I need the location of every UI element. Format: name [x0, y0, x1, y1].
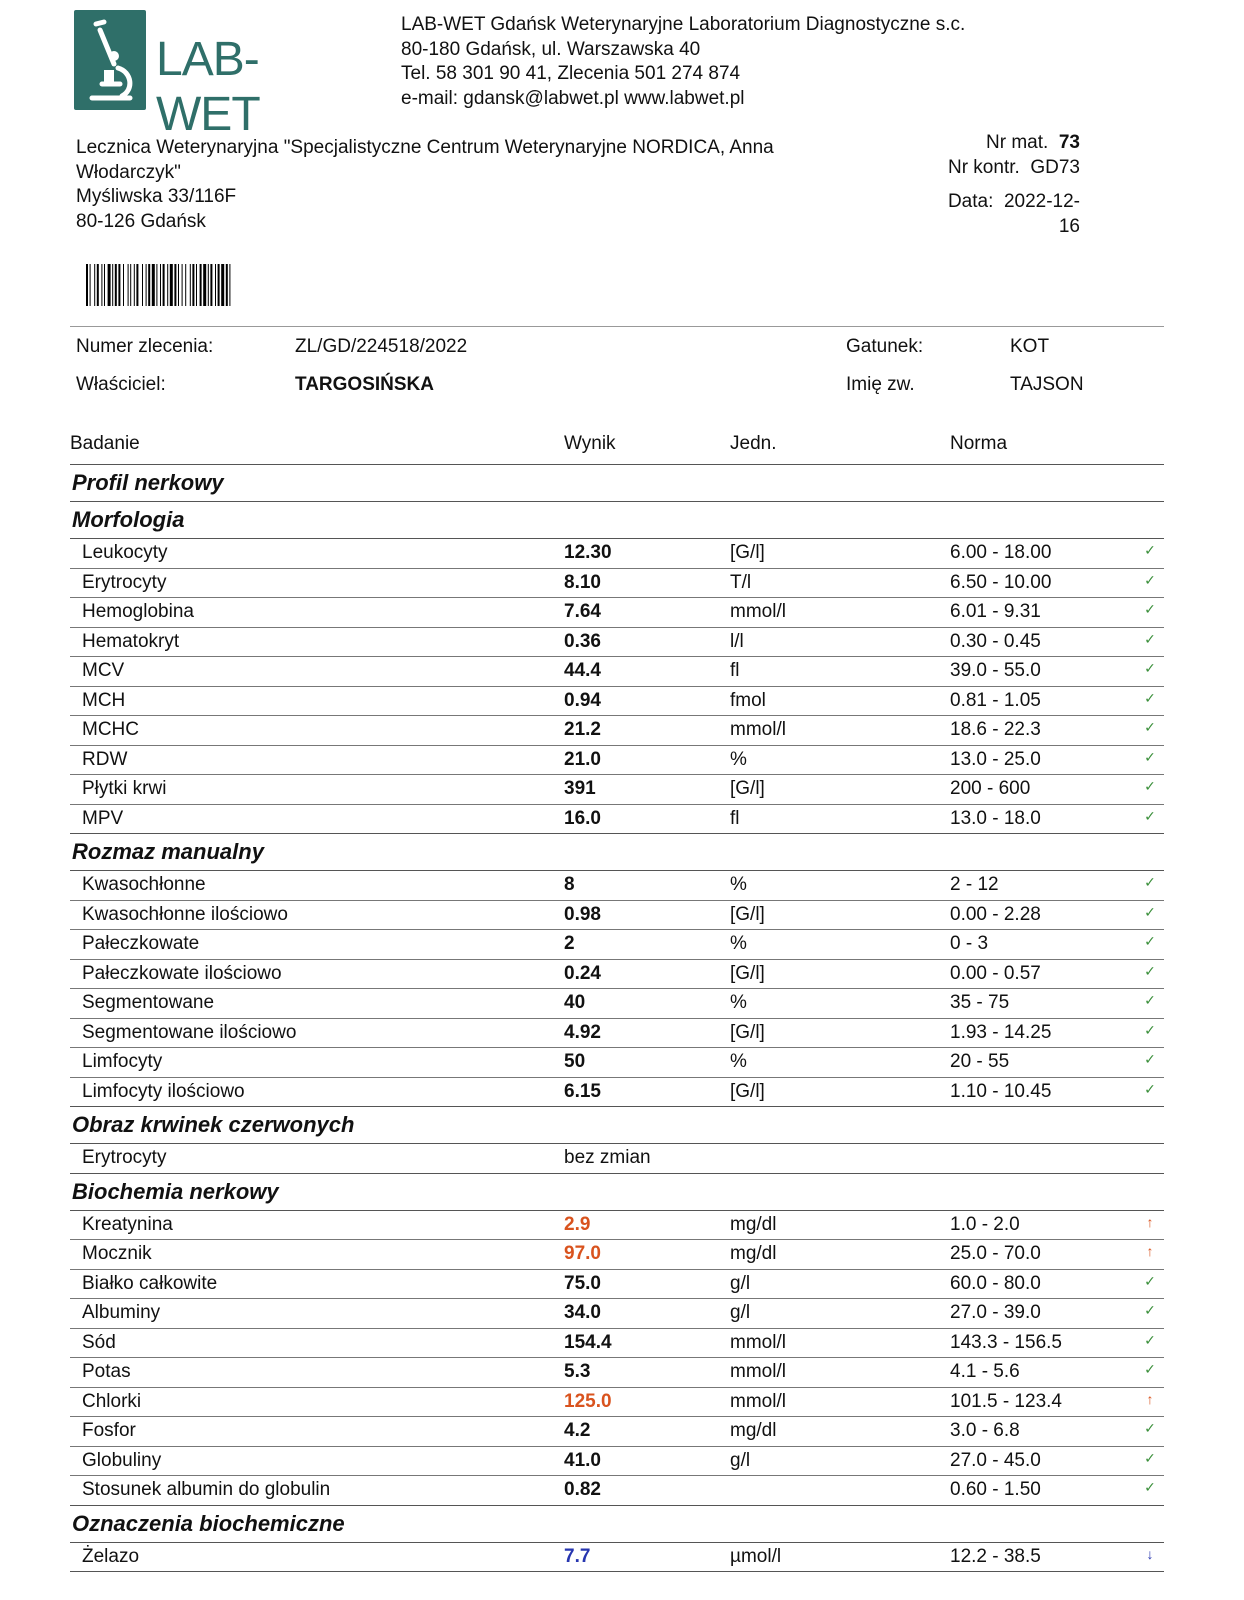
test-name: MCV [82, 660, 125, 681]
test-unit: [G/l] [730, 542, 765, 563]
test-name: Białko całkowite [82, 1272, 218, 1294]
test-unit: % [730, 748, 747, 770]
test-value: 4.92 [564, 1021, 601, 1043]
test-unit: % [730, 992, 747, 1013]
test-norm: 60.0 - 80.0 [950, 1272, 1041, 1294]
table-row [70, 539, 1164, 569]
test-norm: 200 - 600 [950, 778, 1031, 799]
table-row [70, 1329, 1164, 1359]
test-norm: 12.2 - 38.5 [950, 1545, 1041, 1567]
test-name: Limfocyty [82, 1051, 163, 1072]
lab-address: 80-180 Gdańsk, ul. Warszawska 40 [401, 38, 701, 60]
test-norm: 27.0 - 39.0 [950, 1302, 1041, 1323]
table-row [70, 960, 1164, 990]
test-value: 97.0 [564, 1243, 601, 1264]
lab-phone: Tel. 58 301 90 41, Zlecenia 501 274 874 [401, 63, 741, 84]
test-value: 0.98 [564, 903, 601, 925]
check-icon: ✓ [1144, 903, 1156, 920]
clinic-name-line2: Włodarczyk" [76, 161, 181, 183]
check-icon: ✓ [1144, 874, 1156, 890]
test-unit: fmol [730, 689, 766, 711]
table-row [70, 1144, 1164, 1174]
test-unit: g/l [730, 1302, 751, 1323]
section-title: Morfologia [72, 507, 185, 532]
test-name: Płytki krwi [82, 778, 167, 799]
test-name: Leukocyty [82, 542, 168, 563]
clinic-street: Myśliwska 33/116F [76, 186, 237, 207]
order-number-label: Numer zlecenia: [76, 336, 214, 357]
test-value: 2 [564, 933, 575, 954]
test-name: Kwasochłonne [82, 874, 206, 895]
test-unit: mmol/l [730, 601, 786, 622]
results-sections [70, 465, 1164, 1572]
test-name: Globuliny [82, 1449, 162, 1471]
section-title: Rozmaz manualny [72, 839, 264, 864]
test-name: Hematokryt [82, 630, 180, 652]
table-row [70, 775, 1164, 805]
arrow-up-icon: ↑ [1146, 1390, 1154, 1407]
test-unit: T/l [730, 571, 752, 593]
test-unit: g/l [730, 1272, 751, 1294]
test-norm: 0.81 - 1.05 [950, 689, 1041, 711]
test-norm: 1.93 - 14.25 [950, 1021, 1052, 1043]
table-row [70, 1019, 1164, 1049]
check-icon: ✓ [1144, 719, 1156, 735]
check-icon: ✓ [1144, 542, 1156, 558]
section-title: Obraz krwinek czerwonych [72, 1112, 355, 1137]
test-value: 4.2 [564, 1420, 591, 1441]
arrow-down-icon: ↓ [1146, 1545, 1154, 1562]
date-value-line2: 16 [1058, 215, 1080, 237]
test-name: Segmentowane [82, 992, 215, 1013]
test-unit: [G/l] [730, 903, 765, 925]
column-norma: Norma [950, 433, 1008, 454]
column-jedn: Jedn. [730, 433, 777, 454]
section-header [70, 1506, 1164, 1543]
owner-name: TARGOSIŃSKA [295, 374, 434, 395]
check-icon: ✓ [1144, 1479, 1156, 1495]
table-row [70, 1543, 1164, 1573]
test-unit: % [730, 1051, 747, 1072]
check-icon: ✓ [1144, 630, 1156, 647]
test-name: Kwasochłonne ilościowo [82, 903, 288, 925]
check-icon: ✓ [1144, 1420, 1156, 1436]
test-norm: 18.6 - 22.3 [950, 719, 1041, 740]
table-row [70, 871, 1164, 901]
test-unit: fl [730, 807, 740, 829]
test-value: 16.0 [564, 807, 601, 829]
test-norm: 0.30 - 0.45 [950, 630, 1041, 652]
check-icon: ✓ [1144, 1080, 1156, 1097]
check-icon: ✓ [1144, 660, 1156, 676]
test-norm: 6.00 - 18.00 [950, 542, 1052, 563]
test-norm: 2 - 12 [950, 874, 999, 895]
test-value: 34.0 [564, 1302, 601, 1323]
test-name: Pałeczkowate ilościowo [82, 962, 282, 984]
test-unit: mmol/l [730, 1390, 786, 1412]
date-value-line1: 2022-12- [1003, 191, 1080, 212]
test-name: Mocznik [82, 1243, 152, 1264]
test-value: 5.3 [564, 1361, 591, 1382]
table-row [70, 598, 1164, 628]
animal-name: TAJSON [1010, 374, 1084, 395]
test-unit: % [730, 874, 747, 895]
test-unit: [G/l] [730, 1080, 765, 1102]
logo-text: LAB-WET [156, 33, 260, 141]
column-badanie: Badanie [70, 433, 140, 454]
test-name: Chlorki [82, 1390, 142, 1412]
owner-label: Właściciel: [76, 374, 166, 395]
table-row [70, 1417, 1164, 1447]
column-wynik: Wynik [564, 433, 616, 454]
test-norm: 25.0 - 70.0 [950, 1243, 1041, 1264]
clinic-name-line1: Lecznica Weterynaryjna "Specjalistyczne Centrum Weterynaryjne NORDICA, Anna [76, 137, 774, 158]
clinic-address [76, 136, 846, 234]
test-value: 0.24 [564, 962, 601, 984]
section-header [70, 1107, 1164, 1144]
table-row [70, 1211, 1164, 1241]
test-unit: l/l [730, 630, 744, 652]
test-value: 41.0 [564, 1449, 601, 1471]
test-name: Sód [82, 1331, 116, 1353]
results-table [70, 428, 1164, 1572]
test-value: 50 [564, 1051, 586, 1072]
section-header [70, 834, 1164, 871]
section-title: Oznaczenia biochemiczne [72, 1510, 345, 1536]
test-name: Kreatynina [82, 1213, 173, 1235]
nr-mat-label: Nr mat. [986, 132, 1049, 153]
test-norm: 35 - 75 [950, 992, 1010, 1013]
table-row [70, 1476, 1164, 1506]
check-icon: ✓ [1144, 1361, 1156, 1377]
table-row [70, 1078, 1164, 1108]
section-header [70, 465, 1164, 502]
table-row [70, 746, 1164, 776]
check-icon: ✓ [1144, 601, 1156, 617]
nr-kontr-label: Nr kontr. [947, 156, 1020, 178]
arrow-up-icon: ↑ [1146, 1243, 1154, 1259]
test-value: 0.36 [564, 630, 601, 652]
check-icon: ✓ [1144, 778, 1156, 794]
section-header [70, 1174, 1164, 1211]
test-value: 125.0 [564, 1390, 612, 1412]
test-norm: 0 - 3 [950, 933, 989, 954]
table-row [70, 989, 1164, 1019]
check-icon: ✓ [1144, 807, 1156, 824]
test-norm: 27.0 - 45.0 [950, 1449, 1041, 1471]
table-row [70, 1240, 1164, 1270]
test-norm: 101.5 - 123.4 [950, 1390, 1062, 1412]
test-name: Żelazo [82, 1545, 140, 1567]
test-name: MCH [82, 689, 126, 711]
test-name: RDW [82, 748, 128, 770]
table-header [70, 428, 1164, 465]
table-row [70, 805, 1164, 835]
test-value: 8.10 [564, 571, 601, 593]
lab-name: LAB-WET Gdańsk Weterynaryjne Laboratorium Diagnostyczne s.c. [401, 14, 966, 35]
test-unit: mg/dl [730, 1243, 777, 1264]
test-name: Hemoglobina [82, 601, 194, 622]
check-icon: ✓ [1144, 1051, 1156, 1067]
section-title: Biochemia nerkowy [72, 1178, 279, 1204]
test-value: 2.9 [564, 1213, 591, 1235]
test-norm: 1.0 - 2.0 [950, 1213, 1020, 1235]
table-row [70, 569, 1164, 599]
nr-kontr [900, 156, 1080, 181]
test-unit: fl [730, 660, 740, 681]
test-value: 6.15 [564, 1080, 601, 1102]
check-icon: ✓ [1144, 1021, 1156, 1038]
test-norm: 20 - 55 [950, 1051, 1010, 1072]
nr-mat-value: 73 [1058, 132, 1080, 153]
test-name: Pałeczkowate [82, 933, 200, 954]
test-norm: 13.0 - 25.0 [950, 748, 1041, 770]
test-value: 21.0 [564, 748, 601, 770]
test-unit: mmol/l [730, 1361, 786, 1382]
test-unit: % [730, 933, 747, 954]
test-value: 75.0 [564, 1272, 601, 1294]
test-norm: 13.0 - 18.0 [950, 807, 1041, 829]
check-icon: ✓ [1144, 1331, 1156, 1348]
table-row [70, 901, 1164, 931]
test-norm: 0.00 - 2.28 [950, 903, 1041, 925]
test-norm: 39.0 - 55.0 [950, 660, 1041, 681]
test-unit: [G/l] [730, 778, 765, 799]
table-row [70, 1388, 1164, 1418]
table-row [70, 1299, 1164, 1329]
check-icon: ✓ [1144, 992, 1156, 1008]
arrow-up-icon: ↑ [1146, 1213, 1154, 1230]
test-unit: [G/l] [730, 1021, 765, 1043]
table-row [70, 657, 1164, 687]
test-name: MCHC [82, 719, 139, 740]
test-name: MPV [82, 807, 124, 829]
report-date [900, 190, 1080, 215]
test-value: 40 [564, 992, 586, 1013]
check-icon: ✓ [1144, 571, 1156, 588]
test-name: Potas [82, 1361, 131, 1382]
clinic-city: 80-126 Gdańsk [76, 210, 206, 232]
table-row [70, 628, 1164, 658]
test-unit: g/l [730, 1449, 751, 1471]
lab-email: e-mail: gdansk@labwet.pl www.labwet.pl [401, 87, 745, 109]
test-unit: mg/dl [730, 1420, 777, 1441]
test-norm: 143.3 - 156.5 [950, 1331, 1062, 1353]
animal-name-label: Imię zw. [846, 374, 915, 395]
test-name: Stosunek albumin do globulin [82, 1479, 331, 1500]
species-label: Gatunek: [846, 336, 924, 357]
microscope-logo-icon [74, 10, 146, 110]
test-name: Limfocyty ilościowo [82, 1080, 245, 1102]
check-icon: ✓ [1144, 1449, 1156, 1466]
nr-mat [900, 131, 1080, 156]
test-name: Segmentowane ilościowo [82, 1021, 297, 1043]
section-header [70, 502, 1164, 539]
test-norm: 0.60 - 1.50 [950, 1479, 1041, 1500]
divider [70, 326, 1164, 327]
table-row [70, 930, 1164, 960]
test-value: 8 [564, 874, 575, 895]
test-norm: 4.1 - 5.6 [950, 1361, 1020, 1382]
test-value: 44.4 [564, 660, 601, 681]
test-value: 21.2 [564, 719, 601, 740]
test-name: Erytrocyty [82, 571, 167, 593]
table-row [70, 716, 1164, 746]
test-unit: mmol/l [730, 719, 786, 740]
test-unit: mmol/l [730, 1331, 786, 1353]
table-row [70, 1447, 1164, 1477]
lab-logo [74, 10, 354, 141]
check-icon: ✓ [1144, 689, 1156, 706]
test-value: 391 [564, 778, 596, 799]
table-row [70, 687, 1164, 717]
test-unit: µmol/l [730, 1545, 782, 1567]
nr-kontr-value: GD73 [1030, 156, 1080, 178]
test-value: 7.7 [564, 1545, 591, 1567]
check-icon: ✓ [1144, 962, 1156, 979]
section-title: Profil nerkowy [72, 470, 224, 495]
table-row [70, 1048, 1164, 1078]
check-icon: ✓ [1144, 1302, 1156, 1318]
test-norm: 3.0 - 6.8 [950, 1420, 1020, 1441]
species: KOT [1010, 336, 1050, 357]
table-row [70, 1270, 1164, 1300]
test-name: Erytrocyty [82, 1147, 167, 1168]
test-norm: 0.00 - 0.57 [950, 962, 1041, 984]
test-value: 7.64 [564, 601, 601, 622]
lab-contact-info [401, 13, 965, 111]
table-row [70, 1358, 1164, 1388]
test-value: bez zmian [564, 1147, 651, 1168]
test-value: 12.30 [564, 542, 612, 563]
check-icon: ✓ [1144, 1272, 1156, 1289]
test-norm: 6.50 - 10.00 [950, 571, 1052, 593]
test-unit: mg/dl [730, 1213, 777, 1235]
report-meta [900, 131, 1080, 239]
test-unit: [G/l] [730, 962, 765, 984]
check-icon: ✓ [1144, 933, 1156, 949]
order-number: ZL/GD/224518/2022 [295, 336, 468, 357]
test-value: 154.4 [564, 1331, 612, 1353]
test-name: Albuminy [82, 1302, 161, 1323]
check-icon: ✓ [1144, 748, 1156, 765]
test-norm: 1.10 - 10.45 [950, 1080, 1052, 1102]
test-value: 0.94 [564, 689, 601, 711]
test-name: Fosfor [82, 1420, 136, 1441]
test-value: 0.82 [564, 1479, 601, 1500]
date-label: Data: [947, 191, 994, 212]
barcode [86, 264, 342, 306]
test-norm: 6.01 - 9.31 [950, 601, 1041, 622]
